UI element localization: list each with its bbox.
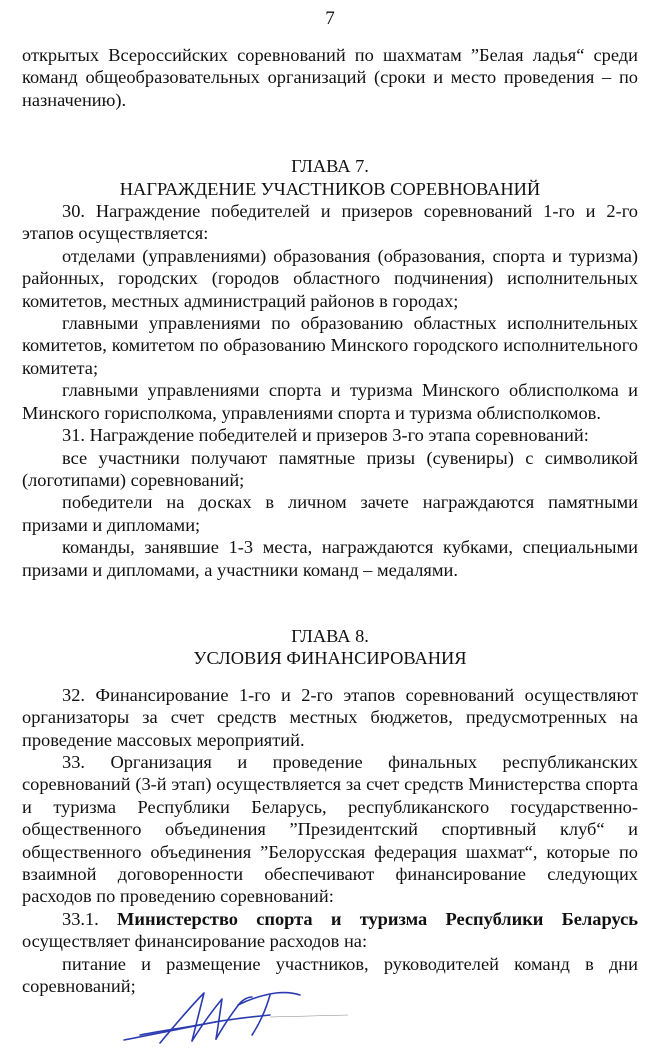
chapter-7-title: ГЛАВА 7.: [291, 156, 369, 177]
paragraph-33: 33. Организация и проведение финальных республиканских соревнований (3-й этап) осуществляется за счет средств Министерства спорта и туризма Республики Беларусь, республиканского государственно-общественного объединения ”Президентский спортивный клуб“ и общественного объединения ”Белорусская федерация шахмат“, которые по взаимной договоренности обеспечивают финансирование следующих расходов по проведению соревнований:: [22, 751, 638, 907]
paragraph-33-1-rest: осуществляет финансирование расходов на:: [22, 931, 368, 952]
chapter-8-subtitle: УСЛОВИЯ ФИНАНСИРОВАНИЯ: [193, 648, 467, 669]
paragraph-31-b: победители на досках в личном зачете награждаются памятными призами и дипломами;: [22, 492, 638, 535]
paragraph-33-1-number: 33.1.: [62, 908, 99, 929]
paragraph-30-b: главными управлениями по образованию областных исполнительных комитетов, комитетом по образованию Минского городского исполнительного комитета;: [22, 313, 638, 378]
paragraph-32: 32. Финансирование 1-го и 2-го этапов соревнований осуществляют организаторы за счет средств местных бюджетов, предусмотренных на проведение массовых мероприятий.: [22, 684, 638, 750]
handwritten-signature: [120, 985, 350, 1047]
paragraph-33-1-ministry: Министерство спорта и туризма Республики Беларусь: [117, 908, 638, 929]
document-body: [22, 44, 638, 997]
paragraph-33-1: [22, 908, 638, 953]
paragraph-31: 31. Награждение победителей и призеров 3-го этапа соревнований:: [62, 425, 589, 446]
paragraph-31-a: все участники получают памятные призы (сувениры) с символикой (логотипами) соревнований;: [22, 447, 638, 490]
chapter-8-title: ГЛАВА 8.: [291, 625, 369, 646]
paragraph-33-1-a: питание и размещение участников, руководителей команд в дни соревнований;: [22, 953, 638, 997]
paragraph-30-a: отделами (управлениями) образования (образования, спорта и туризма) районных, городских (городов областного подчинения) исполнительных комитетов, местных администраций районов в городах;: [22, 245, 638, 311]
paragraph-30-c: главными управлениями спорта и туризма Минского облисполкома и Минского горисполкома, управлениями спорта и туризма облисполкомов.: [22, 380, 638, 423]
paragraph-intro: открытых Всероссийских соревнований по шахматам ”Белая ладья“ среди команд общеобразовательных организаций (сроки и место проведения – по назначению).: [22, 45, 638, 110]
chapter-7-subtitle: НАГРАЖДЕНИЕ УЧАСТНИКОВ СОРЕВНОВАНИЙ: [119, 178, 541, 199]
page-number: 7: [325, 8, 335, 29]
paragraph-31-c: команды, занявшие 1-3 места, награждаются кубками, специальными призами и дипломами, а участники команд – медалями.: [22, 537, 638, 580]
paragraph-30: 30. Награждение победителей и призеров соревнований 1-го и 2-го этапов осуществляется:: [22, 201, 638, 244]
